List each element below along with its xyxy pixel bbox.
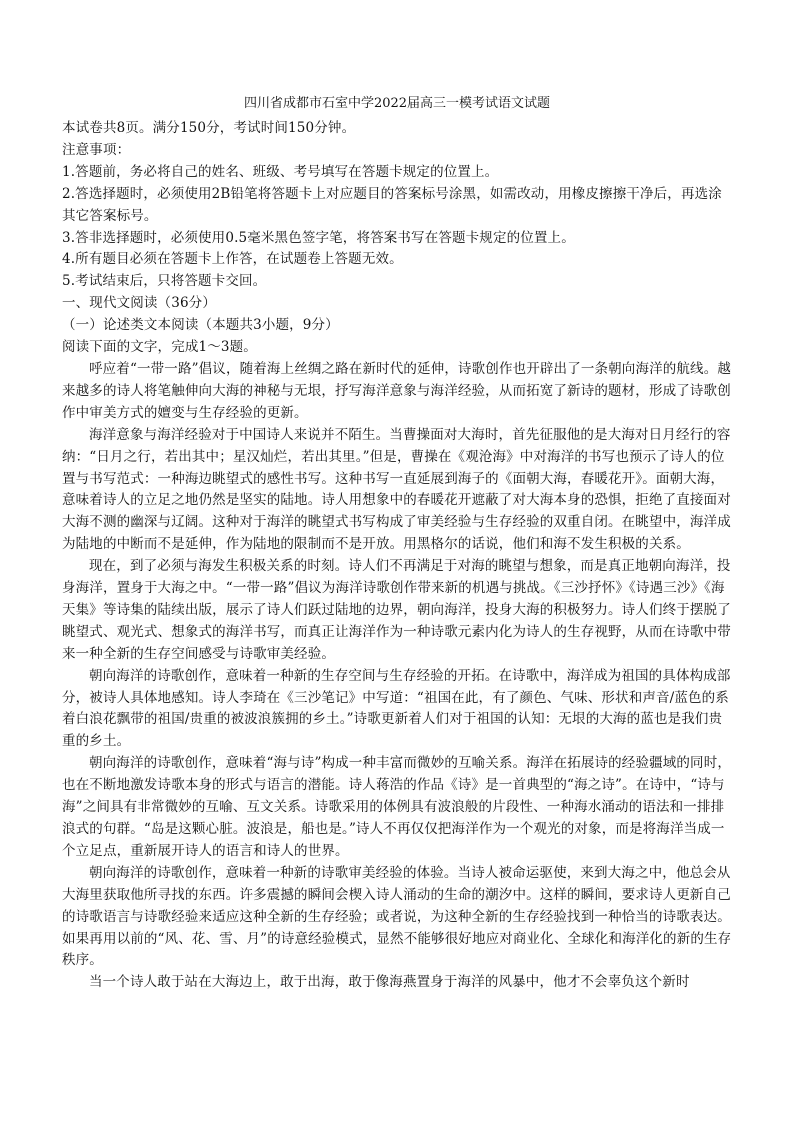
exam-intro: 本试卷共8页。满分150分，考试时间150分钟。 [62, 120, 356, 136]
notice-item-2: 2.答选择题时，必须使用2B铅笔将答题卡上对应题目的答案标号涂黑，如需改动，用橡皮擦擦干净后，再选涂其它答案标号。 [62, 185, 722, 224]
article-paragraph-5: 朝向海洋的诗歌创作，意味着“海与诗”构成一种丰富而微妙的互喻关系。海洋在拓展诗的经验疆域的同时，也在不断地激发诗歌本身的形式与语言的潜能。诗人蒋浩的作品《诗》是一首典型的“海之诗”。在诗中，“诗与海”之间具有非常微妙的互喻、互文关系。诗歌采用的体例具有波浪般的片段性、一种海水涌动的语法和一排排浪式的句群。“岛是这颗心脏。波浪是，船也是。”诗人不再仅仅把海洋作为一个观光的对象，而是将海洋当成一个立足点，重新展开诗人的语言和诗人的世界。 [62, 755, 732, 859]
notice-item-3: 3.答非选择题时，必须使用0.5毫米黑色签字笔，将答案书写在答题卡规定的位置上。 [62, 229, 575, 246]
document-title: 四川省成都市石室中学2022届高三一模考试语文试题 [243, 96, 551, 111]
notice-item-1: 1.答题前，务必将自己的姓名、班级、考号填写在答题卡规定的位置上。 [62, 163, 499, 180]
section-heading: 一、现代文阅读（36分） [62, 295, 216, 312]
notice-heading: 注意事项： [62, 141, 131, 158]
article-paragraph-4: 朝向海洋的诗歌创作，意味着一种新的生存空间与生存经验的开拓。在诗歌中，海洋成为祖国的具体构成部分，被诗人具体地感知。诗人李琦在《三沙笔记》中写道：“祖国在此，有了颜色、气味、形状和声音/蓝色的系着白浪花飘带的祖国/贵重的被波浪簇拥的乡土。”诗歌更新着人们对于祖国的认知：无垠的大海的蓝也是我们贵重的乡土。 [62, 667, 731, 750]
reading-instruction: 阅读下面的文字，完成1～3题。 [62, 339, 257, 356]
article-paragraph-7: 当一个诗人敢于站在大海边上，敢于出海，敢于像海燕置身于海洋的风暴中，他才不会辜负这个新时 [89, 974, 690, 991]
article-paragraph-6: 朝向海洋的诗歌创作，意味着一种新的诗歌审美经验的体验。当诗人被命运驱使，来到大海之中，他总会从大海里获取他所寻找的东西。许多震撼的瞬间会楔入诗人涌动的生命的潮汐中。这样的瞬间，要求诗人更新自己的诗歌语言与诗歌经验来适应这种全新的生存经验；或者说，为这种全新的生存经验找到一种恰当的诗歌表达。如果再用以前的“风、花、雪、月”的诗意经验模式，显然不能够很好地应对商业化、全球化和海洋化的新的生存秩序。 [62, 864, 732, 969]
article-paragraph-3: 现在，到了必须与海发生积极关系的时刻。诗人们不再满足于对海的眺望与想象，而是真正地朝向海洋，投身海洋，置身于大海之中。“一带一路”倡议为海洋诗歌创作带来新的机遇与挑战。《三沙抒怀》《诗遇三沙》《海天集》等诗集的陆续出版，展示了诗人们跃过陆地的边界，朝向海洋，投身大海的积极努力。诗人们终于摆脱了眺望式、观光式、想象式的海洋书写，而真正让海洋作为一种诗歌元素内化为诗人的生存视野，从而在诗歌中带来一种全新的生存空间感受与诗歌审美经验。 [62, 558, 731, 662]
article-paragraph-2: 海洋意象与海洋经验对于中国诗人来说并不陌生。当曹操面对大海时，首先征服他的是大海对日月经行的容纳：“日月之行，若出其中；星汉灿烂，若出其里。”但是，曹操在《观沧海》中对海洋的书写也预示了诗人的位置与书写范式：一种海边眺望式的感性书写。这种书写一直延展到海子的《面朝大海，春暖花开》。面朝大海，意味着诗人的立足之地仍然是坚实的陆地。诗人用想象中的春暖花开遮蔽了对大海本身的恐惧，拒绝了直接面对大海不测的幽深与辽阔。这种对于海洋的眺望式书写构成了审美经验与生存经验的双重自闭。在眺望中，海洋成为陆地的中断而不是延伸，作为陆地的限制而不是开放。用黑格尔的话说，他们和海不发生积极的关系。 [62, 426, 731, 553]
subsection-heading: （一）论述类文本阅读（本题共3小题，9分） [62, 317, 339, 334]
article-paragraph-1: 呼应着“一带一路”倡议，随着海上丝绸之路在新时代的延伸，诗歌创作也开辟出了一条朝向海洋的航线。越来越多的诗人将笔触伸向大海的神秘与无垠，抒写海洋意象与海洋经验，从而拓宽了新诗的题材，形成了诗歌创作中审美方式的嬗变与生存经验的更新。 [62, 360, 732, 421]
document-body [62, 118, 734, 994]
notice-item-4: 4.所有题目必须在答题卡上作答，在试题卷上答题无效。 [62, 251, 403, 268]
notice-item-5: 5.考试结束后，只将答题卡交回。 [62, 273, 267, 290]
